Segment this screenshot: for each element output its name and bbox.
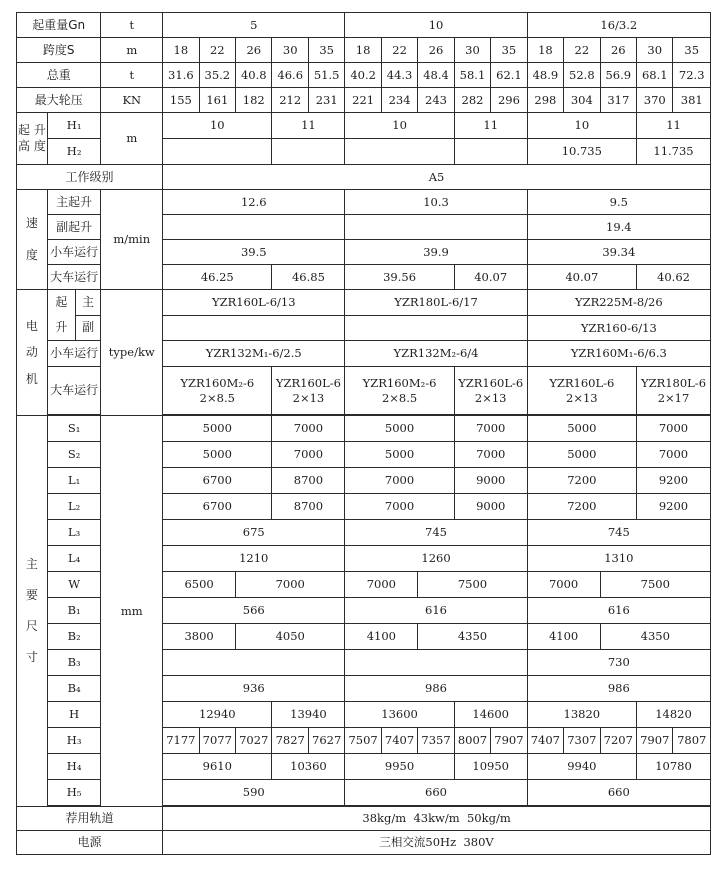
- span-unit: m: [101, 38, 163, 63]
- dim-cell: 7000: [454, 416, 527, 442]
- dim-cell: 5000: [527, 442, 636, 468]
- dim-cell: 7827: [272, 728, 308, 754]
- h1-cell: 11: [637, 113, 711, 139]
- dim-cell: 1210: [163, 546, 345, 572]
- trolley-speed: 39.34: [527, 240, 710, 265]
- dim-cell: 10360: [272, 754, 345, 780]
- dim-cell: 5000: [163, 416, 272, 442]
- motor-trolley-label: 小车运行: [47, 341, 101, 367]
- total-weight-cell: 40.2: [345, 63, 381, 88]
- motor-unit: type/kw: [101, 290, 163, 416]
- crane-motor-model: YZR160M₂-6: [362, 376, 437, 391]
- dimensions-label: [17, 416, 48, 807]
- dim-cell: 6700: [163, 494, 272, 520]
- wheel-load-row: [17, 88, 711, 113]
- main-motor: YZR160L-6/13: [163, 290, 345, 316]
- crane-motor: [637, 367, 711, 415]
- wheel-load-cell: 298: [527, 88, 563, 113]
- dim-cell: 986: [527, 676, 710, 702]
- power-value: 三相交流50Hz 380V: [163, 831, 711, 855]
- dim-cell: 7200: [527, 494, 636, 520]
- dim-cell: 5000: [345, 442, 454, 468]
- dim-cell: 7077: [199, 728, 235, 754]
- dim-cell: 1260: [345, 546, 527, 572]
- dim-cell: 9610: [163, 754, 272, 780]
- dim-cell: 4050: [236, 624, 345, 650]
- motor-label: [17, 290, 48, 416]
- dim-label: L₃: [47, 520, 101, 546]
- motor-aux-label: 副: [82, 320, 95, 335]
- dim-label: L₄: [47, 546, 101, 572]
- span-cell: 35: [308, 38, 344, 63]
- wheel-load-cell: 221: [345, 88, 381, 113]
- rail-label: 荐用轨道: [17, 807, 163, 831]
- dim-cell: 9200: [637, 468, 711, 494]
- dim-cell: 7500: [600, 572, 710, 598]
- h2-cell-empty: [345, 139, 454, 165]
- dim-cell: 7507: [345, 728, 381, 754]
- span-cell: 22: [199, 38, 235, 63]
- span-cell: 18: [163, 38, 199, 63]
- dim-cell-empty: [345, 650, 527, 676]
- dim-label: B₃: [47, 650, 101, 676]
- speed-label: [17, 190, 48, 290]
- total-weight-cell: 56.9: [600, 63, 636, 88]
- span-cell: 35: [491, 38, 527, 63]
- dim-cell: 7000: [345, 468, 454, 494]
- main-lift-speed: 9.5: [527, 190, 710, 215]
- crane-spec-table: [16, 12, 711, 855]
- work-class-label: 工作级别: [17, 165, 163, 190]
- total-weight-cell: 68.1: [637, 63, 673, 88]
- dim-cell: 5000: [345, 416, 454, 442]
- motor-char: 电: [25, 318, 38, 333]
- wheel-load-cell: 231: [308, 88, 344, 113]
- aux-lift-label: 副起升: [47, 215, 101, 240]
- span-cell: 30: [454, 38, 490, 63]
- h1-cell: 11: [454, 113, 527, 139]
- h1-cell: 11: [272, 113, 345, 139]
- lift-height-char: 起: [17, 122, 30, 137]
- wheel-load-unit: KN: [101, 88, 163, 113]
- dim-cell: 730: [527, 650, 710, 676]
- span-cell: 18: [527, 38, 563, 63]
- dim-cell: 7000: [345, 494, 454, 520]
- wheel-load-cell: 243: [418, 88, 454, 113]
- dim-label: H₄: [47, 754, 101, 780]
- wheel-load-cell: 296: [491, 88, 527, 113]
- dim-char: 寸: [25, 650, 38, 665]
- dim-cell: 9000: [454, 468, 527, 494]
- crane-speed-label: 大车运行: [47, 265, 101, 290]
- main-lift-speed: 10.3: [345, 190, 527, 215]
- speed-char: 速: [25, 216, 38, 231]
- h2-cell: 10.735: [527, 139, 636, 165]
- total-weight-cell: 46.6: [272, 63, 308, 88]
- span-cell: 26: [600, 38, 636, 63]
- crane-motor-model: YZR160L-6: [275, 376, 341, 391]
- span-cell: 22: [564, 38, 600, 63]
- dim-cell: 6500: [163, 572, 236, 598]
- lift-height-h1-row: [17, 113, 711, 139]
- dim-cell: 7407: [381, 728, 417, 754]
- aux-motor: YZR160-6/13: [527, 315, 710, 341]
- wheel-load-cell: 317: [600, 88, 636, 113]
- dim-cell: 590: [163, 780, 345, 806]
- main-motor: YZR180L-6/17: [345, 290, 527, 316]
- dim-label: H: [47, 702, 101, 728]
- dim-cell: 4350: [418, 624, 527, 650]
- dim-cell: 9950: [345, 754, 454, 780]
- speed-unit: m/min: [101, 190, 163, 290]
- total-weight-row: [17, 63, 711, 88]
- dim-label: L₁: [47, 468, 101, 494]
- crane-motor-power: 2×13: [474, 390, 507, 405]
- dim-row-s1: [17, 416, 711, 442]
- crane-speed: 40.07: [454, 265, 527, 290]
- wheel-load-cell: 155: [163, 88, 199, 113]
- dim-cell: 616: [345, 598, 527, 624]
- total-weight-cell: 58.1: [454, 63, 490, 88]
- dim-cell: 7000: [637, 442, 711, 468]
- dim-cell: 986: [345, 676, 527, 702]
- dim-char: 要: [25, 587, 38, 602]
- wheel-load-label: 最大轮压: [17, 88, 101, 113]
- crane-speed: 46.25: [163, 265, 272, 290]
- total-weight-cell: 62.1: [491, 63, 527, 88]
- h2-label: H₂: [47, 139, 101, 165]
- dim-cell: 14820: [637, 702, 711, 728]
- dim-cell: 936: [163, 676, 345, 702]
- dim-cell: 13600: [345, 702, 454, 728]
- crane-motor-model: YZR180L-6: [640, 376, 707, 391]
- lift-height-unit: m: [101, 113, 163, 165]
- aux-motor-empty: [163, 315, 345, 341]
- dim-cell: 675: [163, 520, 345, 546]
- dim-cell: 8700: [272, 468, 345, 494]
- power-label: 电源: [17, 831, 163, 855]
- dim-cell: 7907: [491, 728, 527, 754]
- crane-motor-power: 2×13: [292, 390, 325, 405]
- power-row: [17, 831, 711, 855]
- total-weight-cell: 72.3: [673, 63, 711, 88]
- dim-label: S₂: [47, 442, 101, 468]
- span-cell: 26: [236, 38, 272, 63]
- dim-cell: 745: [527, 520, 710, 546]
- trolley-motor: YZR132M₂-6/4: [345, 341, 527, 367]
- motor-crane-label: 大车运行: [47, 367, 101, 415]
- trolley-speed: 39.9: [345, 240, 527, 265]
- total-weight-cell: 40.8: [236, 63, 272, 88]
- dim-cell: 7000: [637, 416, 711, 442]
- dim-cell: 8700: [272, 494, 345, 520]
- span-cell: 35: [673, 38, 711, 63]
- wheel-load-cell: 182: [236, 88, 272, 113]
- trolley-speed: 39.5: [163, 240, 345, 265]
- dim-label: W: [47, 572, 101, 598]
- motor-main-label: 主: [76, 290, 101, 316]
- dim-cell: 7357: [418, 728, 454, 754]
- dim-cell: 7407: [527, 728, 563, 754]
- speed-main-lift-row: [17, 190, 711, 215]
- dim-label: H₃: [47, 728, 101, 754]
- dim-cell: 1310: [527, 546, 710, 572]
- wheel-load-cell: 212: [272, 88, 308, 113]
- dim-cell: 8007: [454, 728, 490, 754]
- dim-label: L₂: [47, 494, 101, 520]
- crane-speed: 39.56: [345, 265, 454, 290]
- dim-cell: 616: [527, 598, 710, 624]
- dim-cell: 566: [163, 598, 345, 624]
- total-weight-cell: 48.9: [527, 63, 563, 88]
- total-weight-unit: t: [101, 63, 163, 88]
- wheel-load-cell: 381: [673, 88, 711, 113]
- crane-speed: 40.62: [637, 265, 711, 290]
- dim-cell: 5000: [527, 416, 636, 442]
- span-cell: 26: [418, 38, 454, 63]
- lift-height-char: 度: [33, 138, 46, 153]
- dim-cell: 7907: [637, 728, 673, 754]
- dim-cell: 4100: [345, 624, 418, 650]
- dim-cell: 13820: [527, 702, 636, 728]
- aux-lift-speed: 19.4: [527, 215, 710, 240]
- trolley-motor: YZR132M₁-6/2.5: [163, 341, 345, 367]
- dim-cell: 13940: [272, 702, 345, 728]
- rail-value: 38kg/m 43kw/m 50kg/m: [163, 807, 711, 831]
- wheel-load-cell: 234: [381, 88, 417, 113]
- total-weight-cell: 51.5: [308, 63, 344, 88]
- dim-label: H₅: [47, 780, 101, 806]
- dim-cell: 7177: [163, 728, 199, 754]
- capacity-group-3: 16/3.2: [527, 13, 710, 38]
- dim-cell: 7200: [527, 468, 636, 494]
- crane-motor-model: YZR160L-6: [549, 376, 615, 391]
- dim-cell: 7000: [345, 572, 418, 598]
- wheel-load-cell: 282: [454, 88, 490, 113]
- h2-cell-empty: [163, 139, 272, 165]
- dim-cell: 7307: [564, 728, 600, 754]
- dim-char: 尺: [25, 619, 38, 633]
- total-weight-cell: 44.3: [381, 63, 417, 88]
- capacity-group-1: 5: [163, 13, 345, 38]
- motor-char: 机: [25, 371, 38, 386]
- lift-height-char: 高: [17, 138, 30, 153]
- dim-cell: 5000: [163, 442, 272, 468]
- dim-cell: 14600: [454, 702, 527, 728]
- dim-cell: 9200: [637, 494, 711, 520]
- dim-cell: 745: [345, 520, 527, 546]
- dim-cell: 660: [527, 780, 710, 806]
- dim-cell: 7627: [308, 728, 344, 754]
- main-lift-label: 主起升: [47, 190, 101, 215]
- crane-motor-model: YZR160L-6: [458, 376, 524, 391]
- dim-cell: 10950: [454, 754, 527, 780]
- h2-cell-empty: [454, 139, 527, 165]
- crane-motor: [454, 367, 527, 415]
- total-weight-cell: 31.6: [163, 63, 199, 88]
- capacity-label: 起重量Gn: [17, 13, 101, 38]
- dim-cell: 7027: [236, 728, 272, 754]
- capacity-unit: t: [101, 13, 163, 38]
- h2-cell: 11.735: [637, 139, 711, 165]
- lift-height-label: [17, 113, 48, 165]
- span-cell: 30: [637, 38, 673, 63]
- span-cell: 30: [272, 38, 308, 63]
- work-class-row: [17, 165, 711, 190]
- crane-motor: [272, 367, 345, 415]
- h2-cell-empty: [272, 139, 345, 165]
- aux-motor-empty: [345, 315, 527, 341]
- h1-cell: 10: [345, 113, 454, 139]
- dim-cell: 7000: [236, 572, 345, 598]
- crane-motor-power: 2×8.5: [381, 390, 418, 405]
- crane-speed: 40.07: [527, 265, 636, 290]
- dim-cell: 7000: [272, 416, 345, 442]
- rail-row: [17, 807, 711, 831]
- wheel-load-cell: 161: [199, 88, 235, 113]
- dim-cell: 4100: [527, 624, 600, 650]
- main-lift-speed: 12.6: [163, 190, 345, 215]
- crane-speed: 46.85: [272, 265, 345, 290]
- dim-cell: 660: [345, 780, 527, 806]
- capacity-row: [17, 13, 711, 38]
- dim-label: B₁: [47, 598, 101, 624]
- motor-lift-char: 起: [55, 295, 68, 309]
- dim-cell: 6700: [163, 468, 272, 494]
- dim-cell: 7500: [418, 572, 527, 598]
- crane-motor: [163, 367, 272, 415]
- dim-cell: 10780: [637, 754, 711, 780]
- total-weight-cell: 52.8: [564, 63, 600, 88]
- crane-motor-power: 2×17: [657, 390, 690, 405]
- wheel-load-cell: 304: [564, 88, 600, 113]
- aux-lift-speed-empty: [345, 215, 527, 240]
- dimensions-unit: mm: [101, 416, 163, 807]
- crane-motor-model: YZR160M₂-6: [180, 376, 255, 391]
- dim-cell: 7000: [454, 442, 527, 468]
- capacity-group-2: 10: [345, 13, 527, 38]
- dim-cell: 3800: [163, 624, 236, 650]
- crane-motor: [527, 367, 636, 415]
- speed-char: 度: [25, 247, 38, 262]
- total-weight-cell: 48.4: [418, 63, 454, 88]
- h1-cell: 10: [527, 113, 636, 139]
- motor-char: 动: [25, 345, 38, 360]
- dim-cell: 7207: [600, 728, 636, 754]
- main-motor: YZR225M-8/26: [527, 290, 710, 316]
- wheel-load-cell: 370: [637, 88, 673, 113]
- dim-cell-empty: [163, 650, 345, 676]
- dim-char: 主: [25, 556, 38, 571]
- dim-label: S₁: [47, 416, 101, 442]
- crane-spec-sheet: [16, 12, 711, 855]
- motor-main-row: [17, 290, 711, 316]
- work-class-value: A5: [163, 165, 711, 190]
- trolley-motor: YZR160M₁-6/6.3: [527, 341, 710, 367]
- dim-cell: 9940: [527, 754, 636, 780]
- span-label: 跨度S: [17, 38, 101, 63]
- lift-height-char: 升: [33, 122, 46, 137]
- crane-motor-power: 2×13: [566, 390, 598, 405]
- dim-cell: 7807: [673, 728, 711, 754]
- h1-cell: 10: [163, 113, 272, 139]
- total-weight-cell: 35.2: [199, 63, 235, 88]
- dim-label: B₄: [47, 676, 101, 702]
- total-weight-label: 总重: [17, 63, 101, 88]
- h1-label: H₁: [47, 113, 101, 139]
- dim-cell: 7000: [272, 442, 345, 468]
- crane-motor-power: 2×8.5: [199, 390, 235, 405]
- dim-cell: 4350: [600, 624, 710, 650]
- motor-lift-char: 升: [55, 320, 68, 334]
- dim-cell: 12940: [163, 702, 272, 728]
- dim-cell: 7000: [527, 572, 600, 598]
- span-cell: 22: [381, 38, 417, 63]
- dim-label: B₂: [47, 624, 101, 650]
- trolley-speed-label: 小车运行: [47, 240, 101, 265]
- dim-cell: 9000: [454, 494, 527, 520]
- span-row: [17, 38, 711, 63]
- aux-lift-speed-empty: [163, 215, 345, 240]
- crane-motor: [345, 367, 454, 415]
- motor-lift-label: [47, 290, 101, 341]
- span-cell: 18: [345, 38, 381, 63]
